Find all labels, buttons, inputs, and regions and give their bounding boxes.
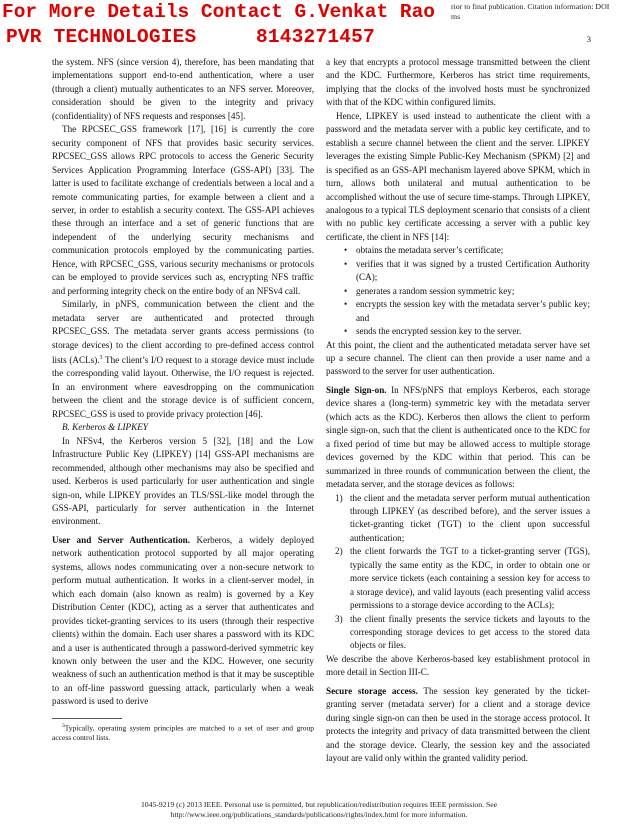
footnote-rule: [52, 718, 122, 719]
right-paragraph-4-body: In NFS/pNFS that employs Kerberos, each storage device shares a (long-term) symmetric key with the metadata server (which acts as the KDC). Kerberos then allows the client to perform single sign-on, such that the client is authenticated once to the KDC for a fixed period of time but may be allowed access to multiple storage devices governed by the KDC within that period. This can be summarized in three rounds of communication between the client, the metadata server, and the storage devices as follows:: [326, 384, 590, 490]
header-note-line-1: rior to final publication. Citation information: DOI: [451, 2, 610, 11]
list-item: [335, 492, 590, 546]
runin-heading-single-sign-on: Single Sign-on.: [326, 384, 387, 395]
right-column: [326, 56, 590, 766]
single-sign-on-steps: [326, 492, 590, 653]
left-column: [52, 56, 314, 742]
footer-line-1: 1045-9219 (c) 2013 IEEE. Personal use is permitted, but republication/redistribution requires IEEE permission. See: [140, 800, 498, 809]
left-paragraph-5-body: Kerberos, a widely deployed network authentication protocol supported by all major operating systems, allows nodes communicating over a non-secure network to perform mutual authentication. It works in a client-server model, in which each domain (also known as realm) is governed by a Key Distribution Center (KDC), acting as a server that authenticates and provides ticket-granting services to its users (through their respective clients) within the domain. Each user shares a password with its KDC and a user is authenticated through a password-derived symmetric key known only between the user and the KDC. However, one security weakness of such an authentication method is that it may be susceptible to an off-line password guessing attack, particularly when a weak password is used to derive: [52, 534, 314, 707]
page-footer: [60, 800, 578, 820]
runin-heading-user-server-auth: User and Server Authentication.: [52, 534, 190, 545]
banner-line-2: PVR TECHNOLOGIES 8143271457: [6, 26, 375, 48]
step-number: 1): [335, 492, 343, 503]
list-item: • encrypts the session key with the metadata server’s public key; and: [348, 298, 590, 325]
right-paragraph-4: [326, 384, 590, 492]
header-note-line-2: ms: [451, 12, 461, 21]
list-item: • verifies that it was signed by a trusted Certification Authority (CA);: [348, 258, 590, 285]
left-paragraph-5: [52, 534, 314, 709]
footnote-reference: 3: [99, 354, 103, 361]
step-text: the client finally presents the service tickets and layouts to the corresponding storage devices to get access to the stored data objects or files.: [350, 613, 590, 651]
left-paragraph-4: In NFSv4, the Kerberos version 5 [32], [18] and the Low Infrastructure Public Key (LIPKEY) [14] GSS-API mechanisms are recommended, although other mechanisms may also be specified and used. Kerberos is used particularly for user authentication and single sign-on, while LIPKEY provides an TLS/SSL-like model through the GSS-API, particularly for server authentication in the Internet environment.: [52, 435, 314, 527]
left-paragraph-3a: Similarly, in pNFS, communication between the client and the metadata server are authenticated and protected through RPCSEC_GSS. The metadata server grants access permissions (to storage devices) to the client according to pre-defined access control lists (ACLs).: [52, 299, 314, 366]
left-paragraph-3: [52, 298, 314, 421]
left-paragraph-2: The RPCSEC_GSS framework [17], [16] is currently the core security component of NFS that provides basic security services. RPCSEC_GSS allows RPC protocols to access the Generic Security Services Application Programming Interface (GSS-API) [33]. The latter is used to facilitate exchange of credentials between a local and a remote communicating parties, for example between a client and a server, in order to establish a security context. The GSS-API achieves these through an interface and a set of generic functions that are independent of the underlying security mechanisms and communication protocols employed by the communicating parties. Hence, with RPCSEC_GSS, various security mechanisms or protocols can be employed to provide services such as, encrypting NFS traffic and performing integrity check on the entire body of an NFSv4 call.: [52, 124, 314, 296]
subsection-title: B. Kerberos & LIPKEY: [62, 422, 148, 433]
footnote: [52, 722, 314, 743]
right-paragraph-2: Hence, LIPKEY is used instead to authenticate the client with a password and the metadata server with a public key certificate, and to establish a secure channel between the client and the server. LIPKEY leverages the existing Simple Public-Key Mechanism (SPKM) [2] and is specified as an GSS-API mechanism layered above SPKM, which in turn, allows both unilateral and mutual authentication to be accomplished without the use of secure time-stamps. Through LIPKEY, analogous to a typical TLS deployment scenario that consists of a client with no public key certificate accessing a server with a public key certificate, the client in NFS [14]:: [326, 110, 590, 242]
right-paragraph-6: [326, 685, 590, 766]
right-paragraph-1: a key that encrypts a protocol message transmitted between the client and the KDC. Furthermore, Kerberos has strict time requirements, implying that the clocks of the involved hosts must be synchronized with that of the KDC within configured limits.: [326, 57, 590, 108]
page-number: 3: [586, 34, 591, 44]
right-paragraph-5: We describe the above Kerberos-based key establishment protocol in more detail in Section III-C.: [326, 653, 590, 678]
banner-line-1: For More Details Contact G.Venkat Rao: [2, 1, 435, 23]
right-paragraph-3: At this point, the client and the authenticated metadata server have set up a secure channel. The client can then provide a user name and a password to the server for user authentication.: [326, 339, 590, 377]
footer-line-2: http://www.ieee.org/publications_standards/publications/rights/index.html for more information.: [170, 810, 468, 819]
runin-heading-secure-storage: Secure storage access.: [326, 685, 418, 696]
list-item: • generates a random session symmetric key;: [348, 285, 590, 298]
list-item: • sends the encrypted session key to the server.: [348, 325, 590, 338]
header-citation-note: [451, 2, 637, 22]
step-text: the client forwards the TGT to a ticket-granting server (TGS), typically the same entity as the KDC, in order to obtain one or more service tickets (each containing a session key for access to a storage device), and valid layouts (each presenting valid access permissions to a storage device according to the ACLs);: [350, 546, 590, 611]
step-text: the client and the metadata server perform mutual authentication through LIPKEY (as described before), and the server issues a ticket-granting ticket (TGT) to the client upon successful authentication;: [350, 492, 590, 543]
lipkey-steps-list: [326, 244, 590, 338]
footnote-mark: 3: [62, 722, 65, 729]
step-number: 3): [335, 613, 343, 624]
right-paragraph-6-body: The session key generated by the ticket-granting server (metadata server) for a client and a storage device during single sign-on can then be used in the storage access protocol. It protects the integrity and privacy of data transmitted between the client and the storage device. Clearly, the session key and the associated layout are valid only within the granted validity period.: [326, 685, 590, 764]
footnote-text: Typically, operating system principles are matched to a set of user and group access control lists.: [52, 723, 314, 742]
left-paragraph-3b: The client’s I/O request to a storage device must include the corresponding valid layout. Otherwise, the I/O request is rejected. In an environment where eavesdropping on the communication between the client and the storage device is of sufficient concern, RPCSEC_GSS is used to provide privacy protection [46].: [52, 355, 314, 419]
list-item: [335, 545, 590, 612]
step-number: 2): [335, 546, 343, 557]
list-item: [335, 613, 590, 653]
list-item: • obtains the metadata server’s certificate;: [348, 244, 590, 257]
left-paragraph-1: the system. NFS (since version 4), therefore, has been mandating that implementations support end-to-end authentication, where a user (through a client) mutually authenticates to an NFS server. Moreover, consideration should be given to the integrity and privacy (confidentiality) of NFS requests and responses [45].: [52, 57, 314, 121]
